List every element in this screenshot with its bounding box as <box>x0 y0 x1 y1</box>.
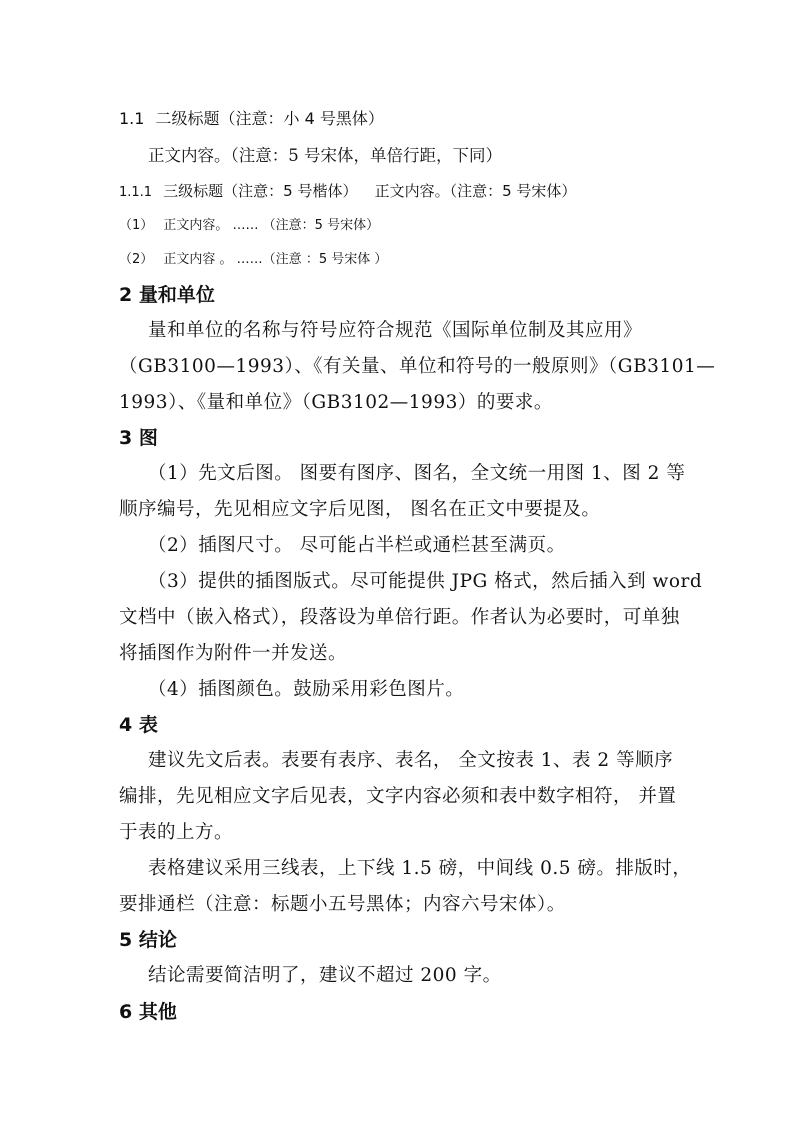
list-text: 正文内容。 …… （注意：5 号宋体） <box>163 218 380 233</box>
section-5-heading: 5 结论 <box>119 929 177 951</box>
paragraph-line: （3）提供的插图版式。尽可能提供 JPG 格式，然后插入到 word <box>148 571 703 592</box>
section-3-heading: 3 图 <box>119 427 158 449</box>
paragraph-line: 将插图作为附件一并发送。 <box>119 643 348 664</box>
paragraph-line: （4）插图颜色。鼓励采用彩色图片。 <box>148 679 465 700</box>
list-text: 正文内容 。 ……（注意 ：5 号宋体 ） <box>163 252 388 267</box>
section-4-heading: 4 表 <box>119 714 158 736</box>
paragraph-line: 编排，先见相应文字后见表，文字内容必须和表中数字相符， 并置 <box>119 786 677 807</box>
paragraph-line: 要排通栏（注意：标题小五号黑体；内容六号宋体）。 <box>119 894 566 915</box>
paragraph-line: 建议先文后表。表要有表序、表名， 全文按表 1、表 2 等顺序 <box>148 750 674 771</box>
paragraph-line: （GB3100—1993）、《有关量、单位和符号的一般原则》（GB3101— <box>119 356 716 377</box>
section-title: 三级标题（注意：5 号楷体） <box>163 182 358 200</box>
paragraph-line: （2）插图尺寸。 尽可能占半栏或通栏甚至满页。 <box>148 535 566 556</box>
section-number: 1.1.1 <box>119 185 153 200</box>
paragraph-line: 于表的上方。 <box>119 822 234 843</box>
section-number: 1.1 <box>119 109 145 128</box>
paragraph-line: 顺序编号，先见相应文字后见图， 图名在正文中要提及。 <box>119 499 601 520</box>
list-marker: （2） <box>119 252 154 267</box>
section-1-1-heading <box>119 111 384 127</box>
paragraph-line: 量和单位的名称与符号应符合规范《国际单位制及其应用》 <box>148 320 643 341</box>
list-item-2 <box>119 253 387 266</box>
paragraph-line: 表格建议采用三线表，上下线 1.5 磅，中间线 0.5 磅。排版时， <box>148 858 692 879</box>
section-content: 正文内容。（注意：5 号宋体） <box>374 182 577 200</box>
paragraph-line: 文档中（嵌入格式），段落设为单倍行距。作者认为必要时，可单独 <box>119 607 680 628</box>
list-marker: （1） <box>119 218 154 233</box>
section-2-heading: 2 量和单位 <box>119 284 215 306</box>
paragraph-line: （1）先文后图。 图要有图序、图名，全文统一用图 1、图 2 等 <box>148 463 686 484</box>
body-note: 正文内容。（注意：5 号宋体，单倍行距，下同） <box>148 146 502 165</box>
list-item-1 <box>119 219 379 232</box>
paragraph-line: 1993）、《量和单位》（GB3102—1993）的要求。 <box>119 392 553 413</box>
section-1-1-1-line <box>119 183 576 199</box>
section-title: 二级标题（注意：小 4 号黑体） <box>155 109 384 128</box>
section-6-heading: 6 其他 <box>119 1001 177 1023</box>
paragraph-line: 结论需要简洁明了，建议不超过 200 字。 <box>148 965 502 986</box>
